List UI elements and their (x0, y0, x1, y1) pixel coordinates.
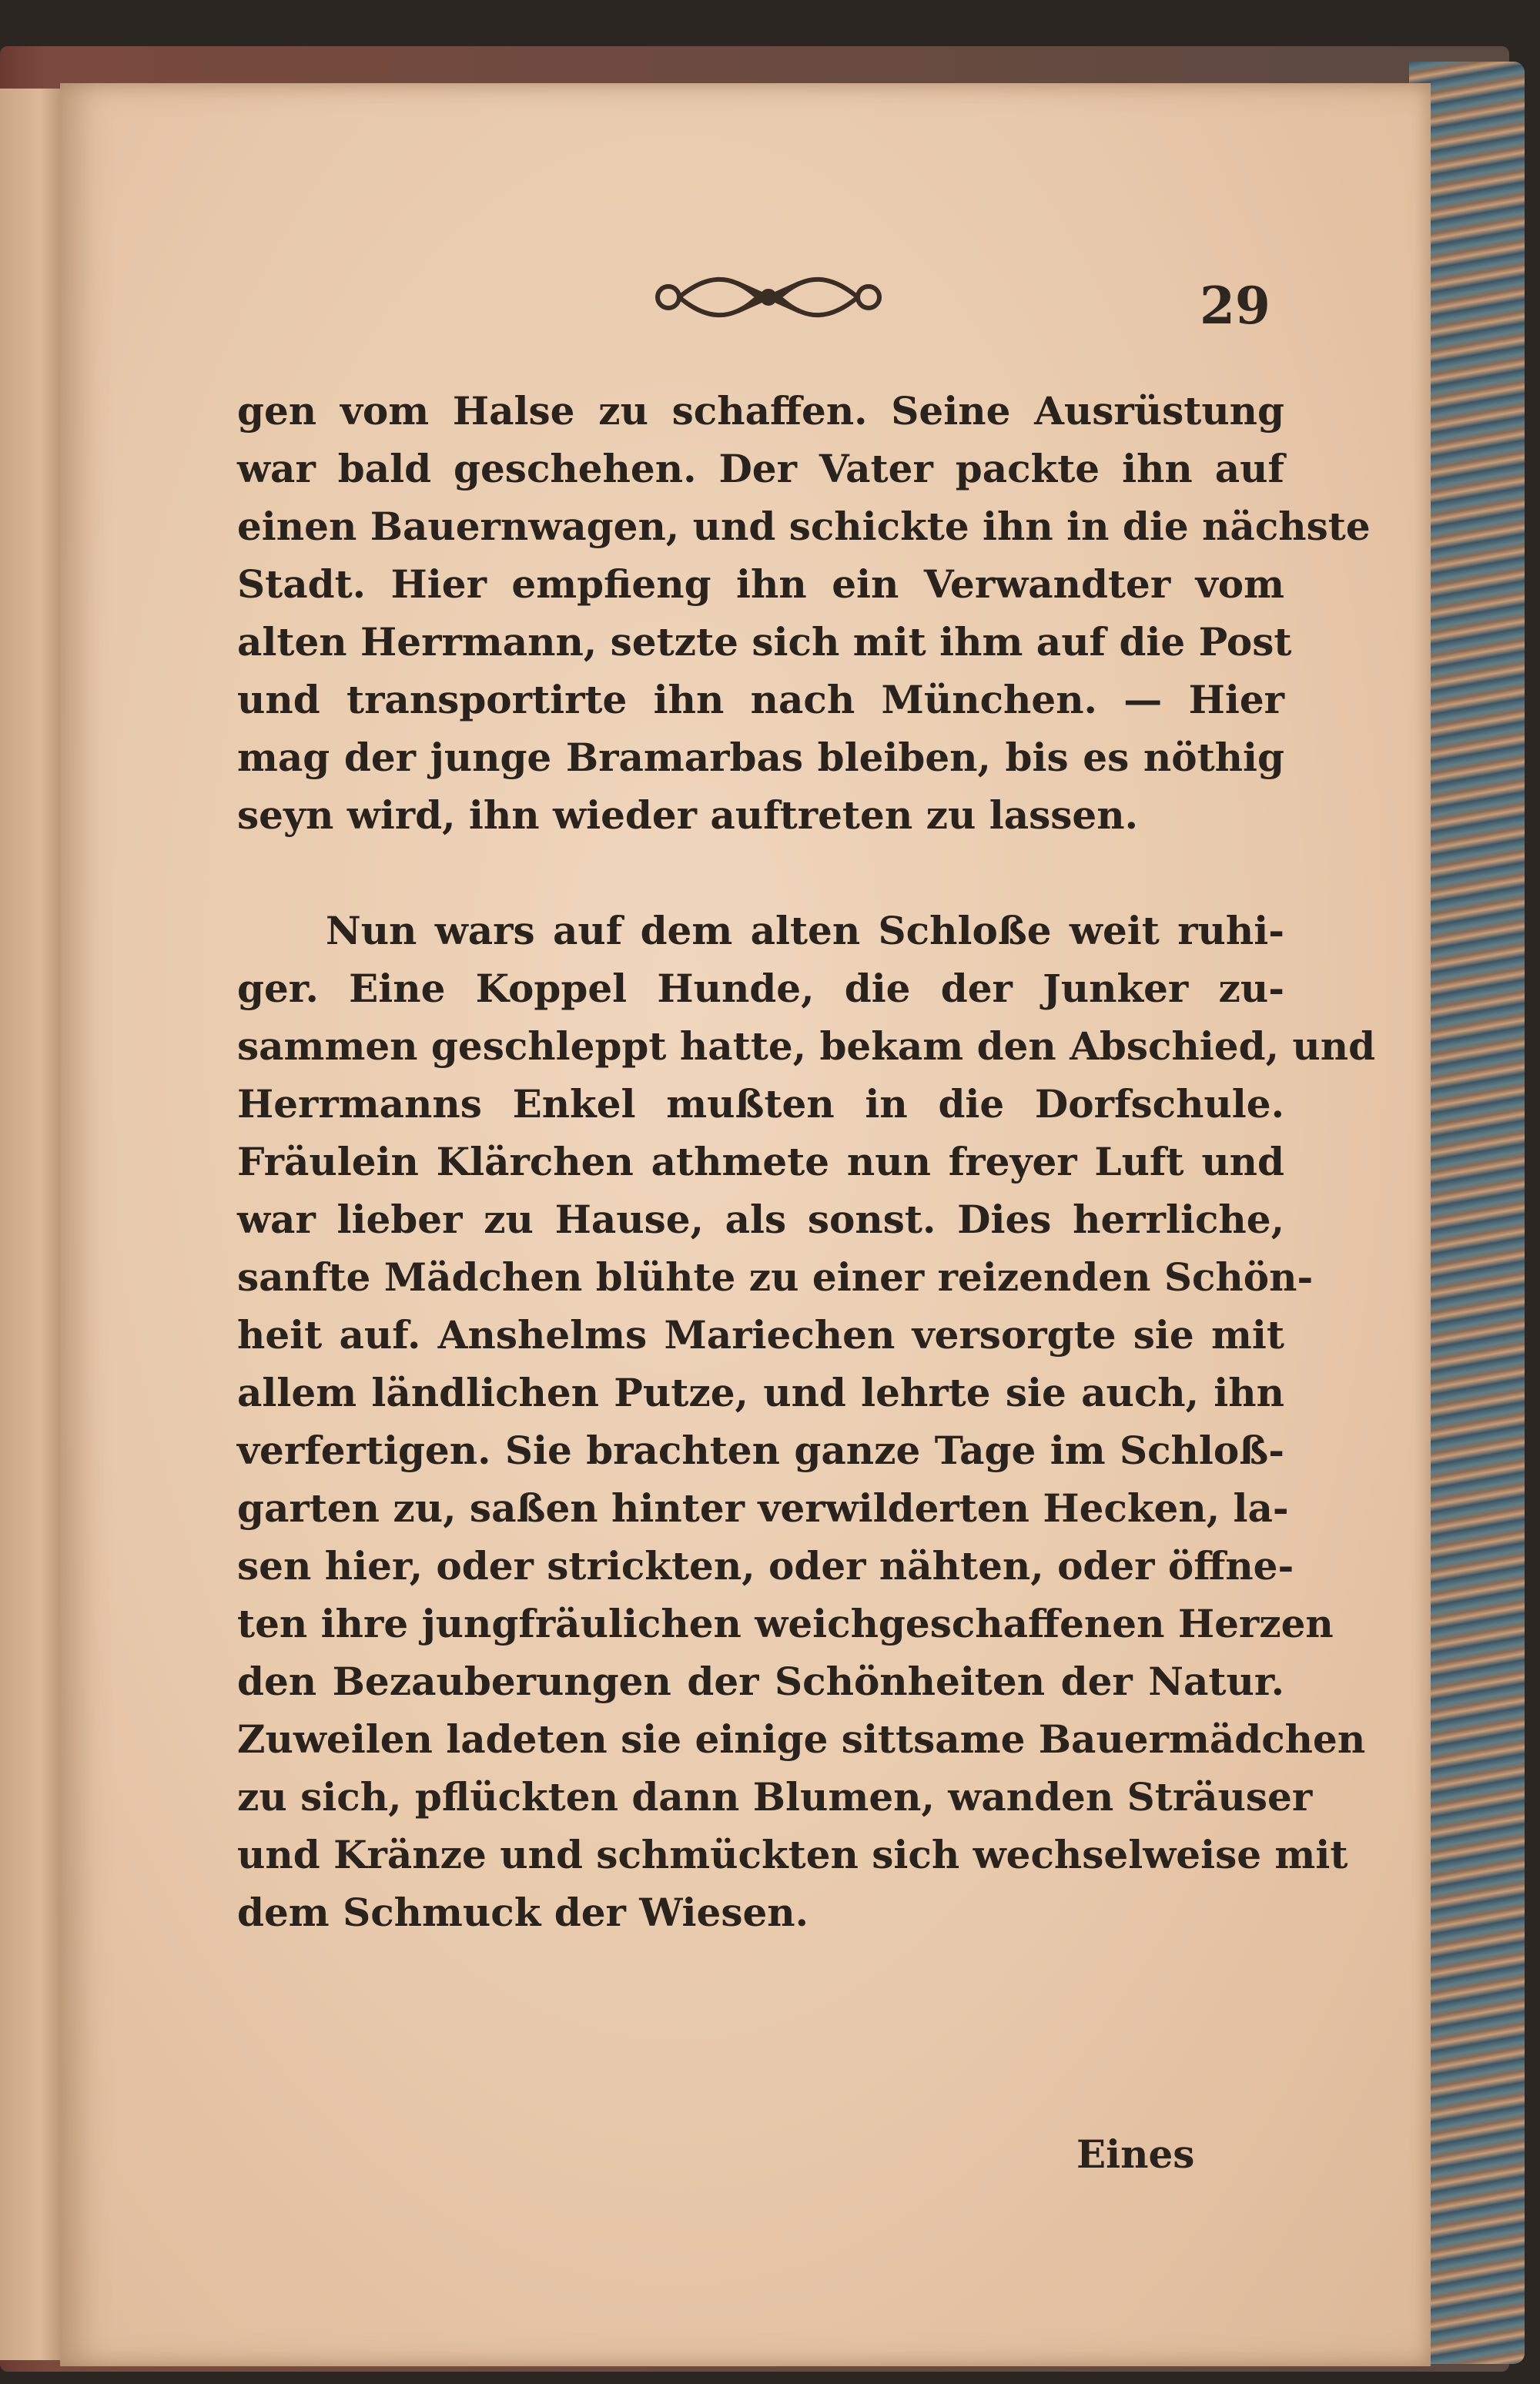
text-line: einen Bauernwagen, und schickte ihn in die nächste (237, 504, 1371, 549)
text-line: Nun wars auf dem alten Schloße weit ruhi- (326, 908, 1284, 953)
text-line: ten ihre jungfräulichen weichgeschaffenen Herzen (237, 1601, 1334, 1646)
text-line: alten Herrmann, setzte sich mit ihm auf die Post (237, 619, 1292, 665)
text-line: sanfte Mädchen blühte zu einer reizenden Schön- (237, 1254, 1314, 1300)
text-line: und Kränze und schmückten sich wechselweise mit (237, 1832, 1348, 1877)
text-line: war lieber zu Hause, als sonst. Dies herrliche, (237, 1197, 1284, 1242)
text-line: war bald geschehen. Der Vater packte ihn auf (237, 446, 1284, 491)
paragraph-1 (237, 382, 1371, 844)
text-line: den Bezauberungen der Schönheiten der Natur. (237, 1659, 1284, 1704)
text-line: ger. Eine Koppel Hunde, die der Junker zu- (237, 966, 1284, 1011)
text-line: verfertigen. Sie brachten ganze Tage im Schloß- (237, 1428, 1284, 1473)
paragraph-2 (237, 902, 1376, 1941)
text-line: mag der junge Bramarbas bleiben, bis es nöthig (237, 735, 1284, 780)
text-line: sen hier, oder strickten, oder nähten, oder öffne- (237, 1543, 1294, 1589)
book-page (60, 83, 1431, 2366)
text-line: zu sich, pflückten dann Blumen, wanden Sträuser (237, 1774, 1313, 1820)
text-line: Herrmanns Enkel mußten in die Dorfschule. (237, 1081, 1284, 1127)
text-line: Zuweilen ladeten sie einige sittsame Bauermädchen (237, 1716, 1366, 1762)
page-number: 29 (1200, 276, 1270, 336)
text-line: heit auf. Anshelms Mariechen versorgte sie mit (237, 1312, 1284, 1358)
body-text (237, 382, 1376, 1941)
facing-page-edge (0, 89, 66, 2360)
text-line: dem Schmuck der Wiesen. (237, 1890, 809, 1935)
text-line: sammen geschleppt hatte, bekam den Abschied, und (237, 1023, 1376, 1069)
text-line: garten zu, saßen hinter verwilderten Hecken, la- (237, 1485, 1289, 1531)
ornament-icon (645, 266, 892, 328)
text-line: Fräulein Klärchen athmete nun freyer Luft und (237, 1139, 1284, 1184)
text-line: Stadt. Hier empfieng ihn ein Verwandter vom (237, 561, 1284, 607)
text-line: und transportirte ihn nach München. — Hier (237, 677, 1284, 722)
catchword: Eines (1076, 2131, 1195, 2177)
paragraph-gap (237, 844, 1284, 902)
text-line: allem ländlichen Putze, und lehrte sie auch, ihn (237, 1370, 1284, 1415)
text-line: seyn wird, ihn wieder auftreten zu lassen. (237, 792, 1138, 838)
text-line: gen vom Halse zu schaffen. Seine Ausrüstung (237, 388, 1284, 434)
